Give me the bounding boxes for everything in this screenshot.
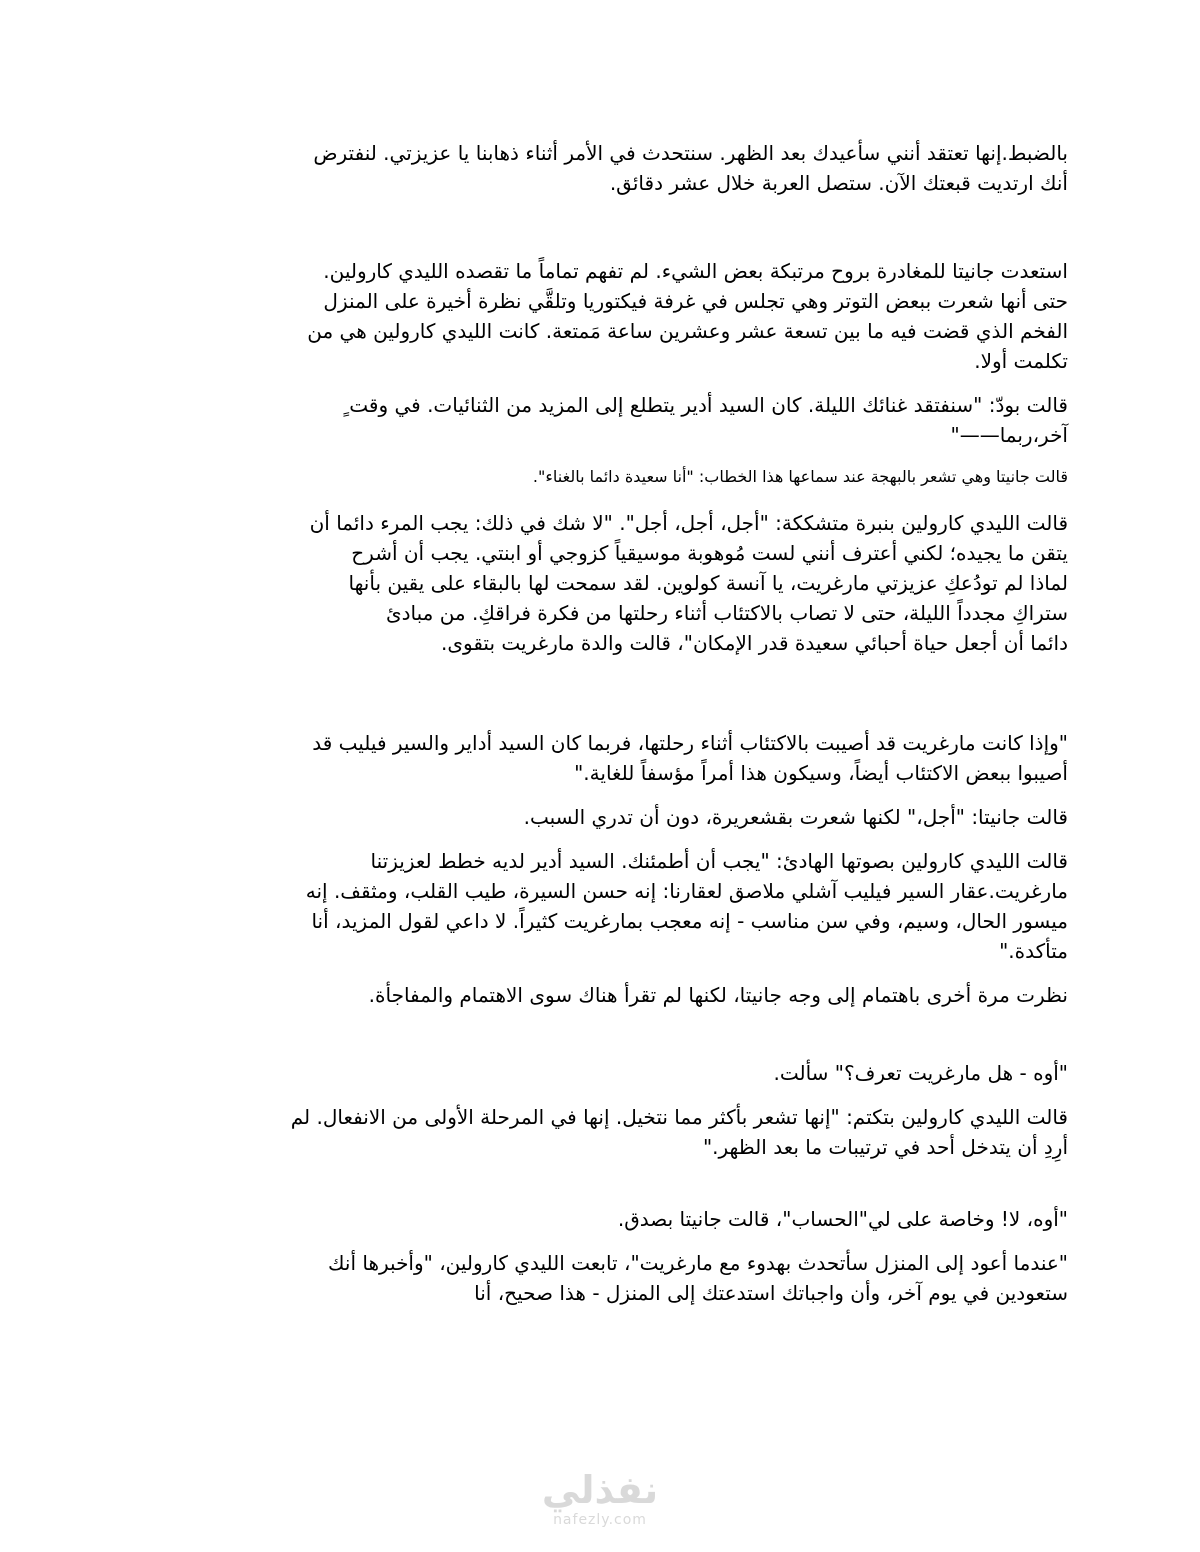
paragraph-12: "أوه، لا! وخاصة على لي"الحساب"، قالت جانيتا بصدق.	[617, 1207, 1068, 1231]
paragraph-11: قالت الليدي كارولين بتكتم: "إنها تشعر بأكثر مما نتخيل. إنها في المرحلة الأولى من الانفعال. لم أرِدِ أن يتدخل أحد في ترتيبات ما بعد الظهر."	[290, 1105, 1068, 1159]
watermark-arabic: نفذلي	[541, 1468, 659, 1512]
paragraph-10: "أوه - هل مارغريت تعرف؟" سألت.	[773, 1061, 1068, 1085]
watermark-latin: nafezly.com	[553, 1512, 647, 1528]
document-body	[130, 138, 1068, 1308]
paragraph-3: قالت بودّ: "سنفتقد غنائك الليلة. كان السيد أدير يتطلع إلى المزيد من الثنائيات. في وقت ٍ آخر،ربما——"	[343, 393, 1068, 447]
paragraph-13: "عندما أعود إلى المنزل سأتحدث بهدوء مع مارغريت"، تابعت الليدي كارولين، "وأخبرها أنك ستعودين في يوم آخر، وأن واجباتك استدعتك إلى المنزل - هذا صحيح، أنا	[328, 1251, 1068, 1305]
paragraph-9: نظرت مرة أخرى باهتمام إلى وجه جانيتا، لكنها لم تقرأ هناك سوى الاهتمام والمفاجأة.	[368, 983, 1068, 1007]
paragraph-2: استعدت جانيتا للمغادرة بروح مرتبكة بعض الشيء. لم تفهم تماماً ما تقصده الليدي كارولين. حتى أنها شعرت ببعض التوتر وهي تجلس في غرفة فيكتوريا وتلقَّي نظرة أخيرة على المنزل الفخم الذي قضت فيه ما بين تسعة عشر وعشرين ساعة مَمتعة. كانت الليدي كارولين هي من تكلمت أولا.	[307, 259, 1068, 373]
paragraph-7: قالت جانيتا: "أجل،" لكنها شعرت بقشعريرة، دون أن تدري السبب.	[523, 805, 1068, 829]
watermark-logo	[0, 1468, 1200, 1528]
paragraph-5: قالت الليدي كارولين بنبرة متشككة: "أجل، أجل، أجل". "لا شك في ذلك: يجب المرء دائما أن يتقن ما يجيده؛ لكني أعترف أنني لست مُوهوبة موسيقياً كزوجي أو ابنتي. يجب أن أشرح لماذا لم تودُعكِ عزيزتي مارغريت، يا آنسة كولوين. لقد سمحت لها بالبقاء على يقين بأنها ستراكِ مجدداً الليلة، حتى لا تصاب بالاكتئاب أثناء رحلتها من فكرة فراقكِ. من مبادئ دائما أن أجعل حياة أحبائي سعيدة قدر الإمكان"، قالت والدة مارغريت بتقوى.	[309, 511, 1068, 655]
paragraph-8: قالت الليدي كارولين بصوتها الهادئ: "يجب أن أطمئنك. السيد أدير لديه خطط لعزيزتنا مارغريت.عقار السير فيليب آشلي ملاصق لعقارنا: إنه حسن السيرة، طيب القلب، ومثقف. إنه ميسور الحال، وسيم، وفي سن مناسب - إنه معجب بمارغريت كثيراً. لا داعي لقول المزيد، أنا متأكدة."	[305, 849, 1068, 963]
paragraph-4: قالت جانيتا وهي تشعر بالبهجة عند سماعها هذا الخطاب: "أنا سعيدة دائما بالغناء".	[532, 467, 1068, 486]
paragraph-1: بالضبط.إنها تعتقد أنني سأعيدك بعد الظهر. سنتحدث في الأمر أثناء ذهابنا يا عزيزتي. لنفترض أنك ارتديت قبعتك الآن. ستصل العربة خلال عشر دقائق.	[313, 141, 1068, 195]
paragraph-6: "وإذا كانت مارغريت قد أصيبت بالاكتئاب أثناء رحلتها، فربما كان السيد أداير والسير فيليب قد أصيبوا ببعض الاكتئاب أيضاً، وسيكون هذا أمراً مؤسفاً للغاية."	[312, 731, 1068, 785]
